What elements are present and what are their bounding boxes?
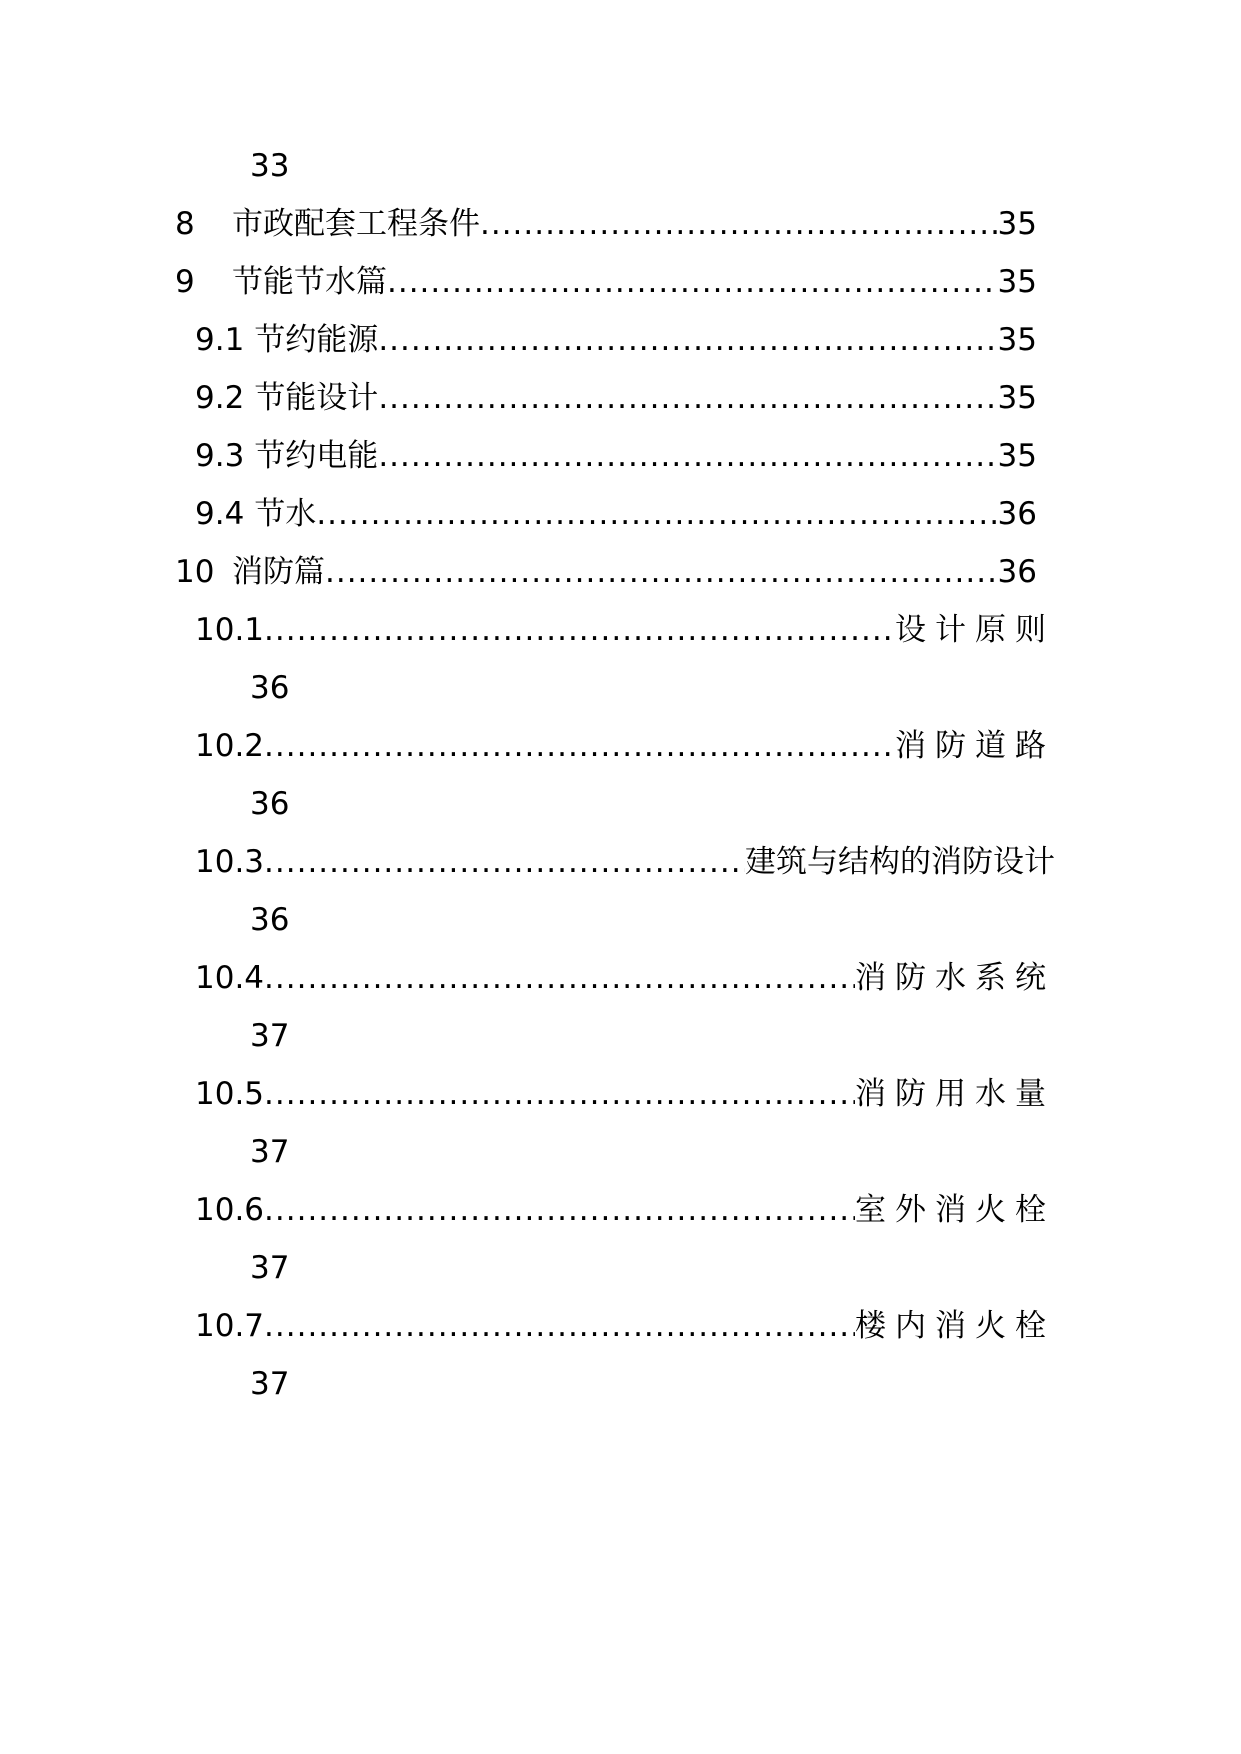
toc-leader-dots	[264, 1302, 855, 1350]
toc-entry-number: 9.2	[195, 380, 245, 416]
toc-entry-number: 8	[175, 206, 195, 242]
toc-leader-dots	[264, 838, 745, 886]
toc-entry-title: 消防道路	[895, 728, 1055, 764]
toc-entry-number: 10.1	[195, 612, 265, 648]
toc-leader-dots	[325, 548, 998, 596]
toc-entry-title: 设计原则	[895, 612, 1055, 648]
toc-leader-dots	[264, 954, 855, 1002]
toc-entry-page: 35	[997, 206, 1037, 242]
toc-leader-dots	[378, 432, 997, 480]
toc-entry[interactable]	[195, 374, 1037, 422]
toc-entry[interactable]	[175, 200, 1037, 248]
toc-entry[interactable]	[195, 1186, 1055, 1234]
toc-page-number: 36	[250, 902, 290, 938]
toc-entry-title: 节水	[254, 496, 317, 532]
toc-entry-number: 10.5	[195, 1076, 265, 1112]
toc-entry[interactable]	[175, 258, 1037, 306]
toc-entry-number: 10.3	[195, 844, 265, 880]
toc-leader-dots	[264, 722, 895, 770]
toc-entry-title: 建筑与结构的消防设计	[745, 844, 1055, 880]
toc-leader-dots	[378, 316, 997, 364]
toc-entry-title: 消防用水量	[855, 1076, 1055, 1112]
toc-leader-dots	[387, 258, 998, 306]
toc-entry-title: 室外消火栓	[855, 1192, 1055, 1228]
toc-entry[interactable]	[195, 722, 1055, 770]
toc-entry-page: 35	[997, 380, 1037, 416]
toc-entry-title: 节能设计	[254, 380, 379, 416]
toc-page-number: 36	[250, 670, 290, 706]
toc-leader-dots	[480, 200, 998, 248]
toc-entry[interactable]	[195, 606, 1055, 654]
toc-entry[interactable]	[195, 316, 1037, 364]
toc-leader-dots	[316, 490, 997, 538]
toc-leader-dots	[264, 1070, 855, 1118]
toc-entry-page: 35	[997, 264, 1037, 300]
toc-page-number: 36	[250, 786, 290, 822]
toc-page-number: 37	[250, 1134, 290, 1170]
toc-entry-number: 10.6	[195, 1192, 265, 1228]
toc-entry[interactable]	[195, 1302, 1055, 1350]
toc-page-number: 33	[250, 148, 290, 184]
toc-entry-number: 10.7	[195, 1308, 265, 1344]
toc-leader-dots	[264, 606, 895, 654]
toc-leader-dots	[378, 374, 997, 422]
toc-entry[interactable]	[195, 838, 1055, 886]
toc-page-number: 37	[250, 1018, 290, 1054]
toc-entry-number: 9.4	[195, 496, 245, 532]
toc-entry-page: 36	[997, 554, 1037, 590]
toc-entry-page: 36	[997, 496, 1037, 532]
toc-page-number: 37	[250, 1366, 290, 1402]
toc-entry[interactable]	[195, 954, 1055, 1002]
toc-page-number: 37	[250, 1250, 290, 1286]
toc-entry-title: 节约能源	[254, 322, 379, 358]
toc-entry-number: 9	[175, 264, 195, 300]
toc-entry-title: 消防篇	[232, 554, 325, 590]
toc-entry-title: 节能节水篇	[232, 264, 387, 300]
toc-entry-title: 消防水系统	[855, 960, 1055, 996]
toc-entry-title: 楼内消火栓	[855, 1308, 1055, 1344]
toc-entry[interactable]	[195, 432, 1037, 480]
toc-entry-number: 10	[175, 554, 215, 590]
toc-entry-number: 9.3	[195, 438, 245, 474]
toc-entry-number: 9.1	[195, 322, 245, 358]
toc-entry-title: 节约电能	[254, 438, 379, 474]
toc-leader-dots	[264, 1186, 855, 1234]
toc-entry[interactable]	[195, 1070, 1055, 1118]
toc-entry-number: 10.4	[195, 960, 265, 996]
toc-entry[interactable]	[175, 548, 1037, 596]
toc-entry-number: 10.2	[195, 728, 265, 764]
toc-entry-page: 35	[997, 322, 1037, 358]
toc-entry[interactable]	[195, 490, 1037, 538]
toc-entry-title: 市政配套工程条件	[232, 206, 480, 242]
toc-entry-page: 35	[997, 438, 1037, 474]
